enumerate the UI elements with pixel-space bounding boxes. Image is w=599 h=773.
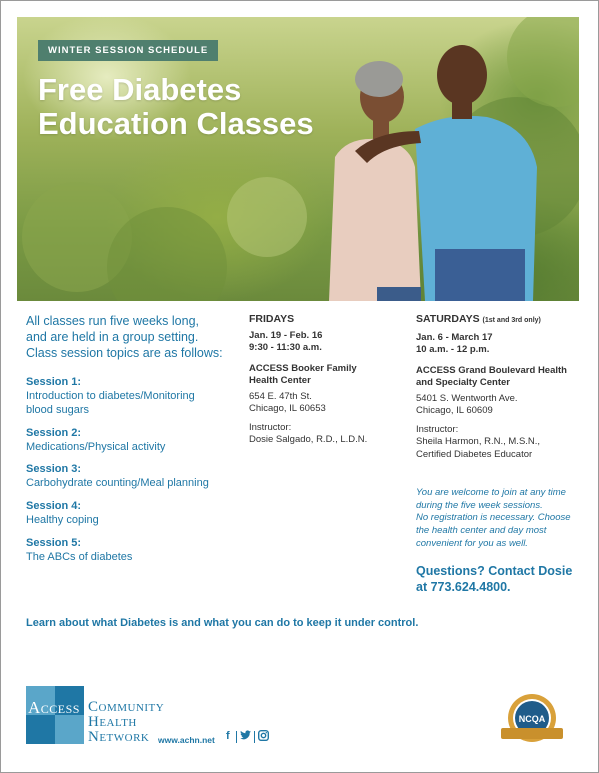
saturdays-instructor-label: Instructor: [416, 423, 459, 435]
logo-network: Network [88, 729, 150, 745]
divider [236, 731, 237, 743]
fridays-dates [249, 330, 409, 355]
session-4 [26, 499, 241, 527]
saturdays-address-line: Chicago, IL 60609 [416, 405, 493, 416]
intro-text [26, 313, 236, 361]
session-3 [26, 462, 241, 490]
fridays-address-line: Chicago, IL 60653 [249, 403, 326, 414]
fridays-date-range: Jan. 19 - Feb. 16 [249, 329, 323, 341]
instagram-icon[interactable] [258, 730, 269, 744]
badge-label: NCQA [518, 714, 546, 724]
hero-image [17, 17, 579, 301]
page-title [38, 73, 368, 141]
saturdays-instructor-title: Certified Diabetes Educator [416, 448, 533, 460]
session-topic: Carbohydrate counting/Meal planning [26, 477, 209, 489]
saturdays-dates [416, 332, 586, 357]
facebook-icon[interactable]: f [226, 730, 230, 742]
session-topic: Medications/Physical activity [26, 441, 166, 453]
session-topic: The ABCs of diabetes [26, 551, 133, 563]
session-title: Session 5: [26, 537, 82, 549]
saturdays-day: SATURDAYS [416, 313, 480, 325]
session-tag: WINTER SESSION SCHEDULE [38, 40, 218, 61]
contact-callout [416, 563, 586, 595]
logo-community: Community [88, 699, 165, 715]
note-line: during the five week sessions. [416, 499, 543, 511]
website-link[interactable]: www.achn.net [158, 735, 215, 745]
fridays-column [249, 313, 409, 447]
session-title: Session 4: [26, 500, 82, 512]
saturdays-time: 10 a.m. - 12 p.m. [416, 344, 490, 355]
intro-line: All classes run five weeks long, [26, 314, 199, 328]
session-topic: Introduction to diabetes/Monitoring [26, 390, 195, 402]
saturdays-heading [416, 313, 586, 328]
saturdays-location-line: ACCESS Grand Boulevard Health [416, 364, 567, 376]
ncqa-badge [499, 693, 565, 749]
fridays-location-line: Health Center [249, 375, 311, 386]
saturdays-address-line: 5401 S. Wentworth Ave. [416, 392, 518, 404]
fridays-instructor-label: Instructor: [249, 421, 292, 433]
saturdays-date-range: Jan. 6 - March 17 [416, 331, 493, 343]
session-5 [26, 536, 241, 564]
intro-line: and are held in a group setting. [26, 330, 199, 344]
intro-line: Class session topics are as follows: [26, 346, 223, 360]
note-line: the health center and day most [416, 525, 547, 537]
session-title: Session 3: [26, 463, 82, 475]
learn-more-text: Learn about what Diabetes is and what you can do to keep it under control. [26, 617, 419, 629]
title-line-1: Free Diabetes [38, 72, 242, 107]
saturdays-column [416, 313, 586, 461]
session-topic: blood sugars [26, 404, 89, 416]
note-line: You are welcome to join at any time [416, 487, 566, 498]
session-topic: Healthy coping [26, 514, 99, 526]
note-line: convenient for you as well. [416, 537, 528, 549]
fridays-instructor: Dosie Salgado, R.D., L.D.N. [249, 434, 368, 445]
welcome-note [416, 487, 576, 551]
contact-phone: at 773.624.4800. [416, 580, 511, 594]
fridays-address-line: 654 E. 47th St. [249, 390, 312, 402]
fridays-location-line: ACCESS Booker Family [249, 362, 357, 374]
saturdays-address [416, 393, 586, 418]
session-title: Session 1: [26, 376, 82, 388]
fridays-time: 9:30 - 11:30 a.m. [249, 342, 322, 353]
saturdays-location [416, 365, 586, 390]
divider [254, 731, 255, 743]
fridays-heading: FRIDAYS [249, 313, 295, 325]
saturdays-instructor: Sheila Harmon, R.N., M.S.N., [416, 436, 541, 447]
note-line: No registration is necessary. Choose [416, 512, 571, 524]
saturdays-location-line: and Specialty Center [416, 377, 510, 388]
session-1 [26, 375, 241, 417]
session-title: Session 2: [26, 427, 82, 439]
saturdays-day-note: (1st and 3rd only) [482, 317, 541, 324]
logo-access-word: Access [28, 698, 80, 717]
twitter-icon[interactable] [240, 730, 252, 744]
logo-health: Health [88, 714, 137, 730]
fridays-location [249, 363, 409, 388]
contact-line: Questions? Contact Dosie [416, 564, 573, 578]
title-line-2: Education Classes [38, 106, 314, 141]
fridays-address [249, 391, 409, 416]
session-2 [26, 426, 241, 454]
